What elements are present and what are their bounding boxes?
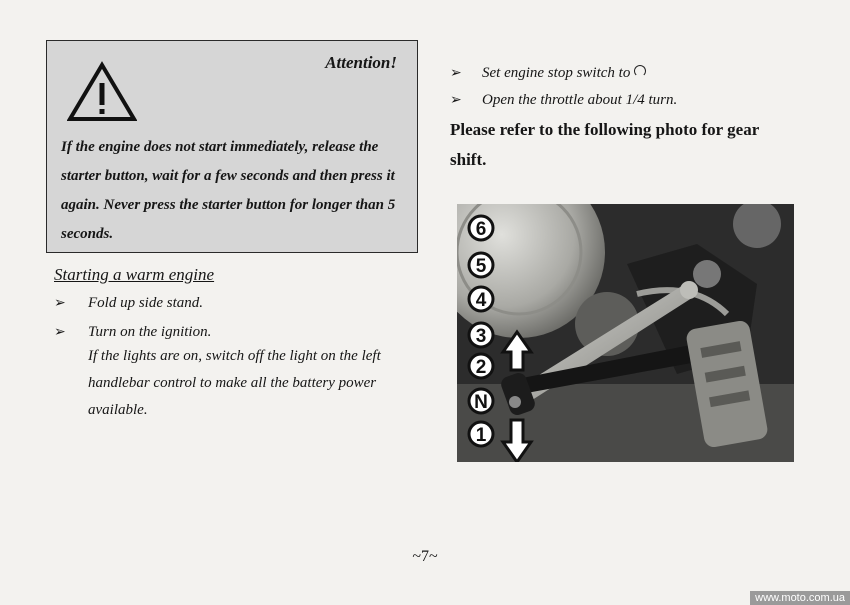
lights-note: If the lights are on, switch off the light on the left handlebar control to make all the battery power available.: [88, 348, 381, 418]
gear-label-4: 4: [475, 290, 487, 311]
arrow-bullet-icon: ➢: [54, 296, 66, 311]
gear-shift-illustration: [457, 204, 794, 462]
gear-label-3: 3: [475, 326, 487, 347]
list-item: ➢ Open the throttle about 1/4 turn.: [450, 87, 677, 114]
attention-text: If the engine does not start immediately, release the starter button, wait for a few seconds and then press it again. Never press the starter button for longer than 5 seconds.: [61, 139, 396, 242]
gear-shift-photo: [457, 204, 794, 462]
section-title: Starting a warm engine: [54, 265, 215, 284]
arrow-bullet-icon: ➢: [450, 66, 462, 81]
engine-run-symbol-icon: [634, 65, 646, 77]
gear-label-1: 1: [475, 425, 487, 446]
site-watermark: www.moto.com.ua: [750, 591, 850, 605]
arrow-bullet-icon: ➢: [450, 93, 462, 108]
gear-label-2: 2: [475, 357, 487, 378]
gear-label-n: N: [474, 392, 488, 413]
attention-title: Attention!: [325, 53, 397, 72]
left-bullet-list: [54, 289, 211, 347]
gear-label-6: 6: [475, 219, 487, 240]
arrow-bullet-icon: ➢: [54, 325, 66, 340]
list-item: ➢ Fold up side stand.: [54, 289, 211, 318]
warning-triangle-icon: [67, 61, 137, 123]
right-bullet-list: [450, 60, 677, 114]
list-item: ➢ Turn on the ignition.: [54, 318, 211, 347]
attention-box: [46, 40, 418, 253]
gear-label-5: 5: [475, 256, 487, 277]
page-number: ~7~: [412, 548, 438, 565]
refer-text: Please refer to the following photo for gear shift.: [450, 120, 759, 169]
list-item: ➢ Set engine stop switch to: [450, 60, 677, 87]
